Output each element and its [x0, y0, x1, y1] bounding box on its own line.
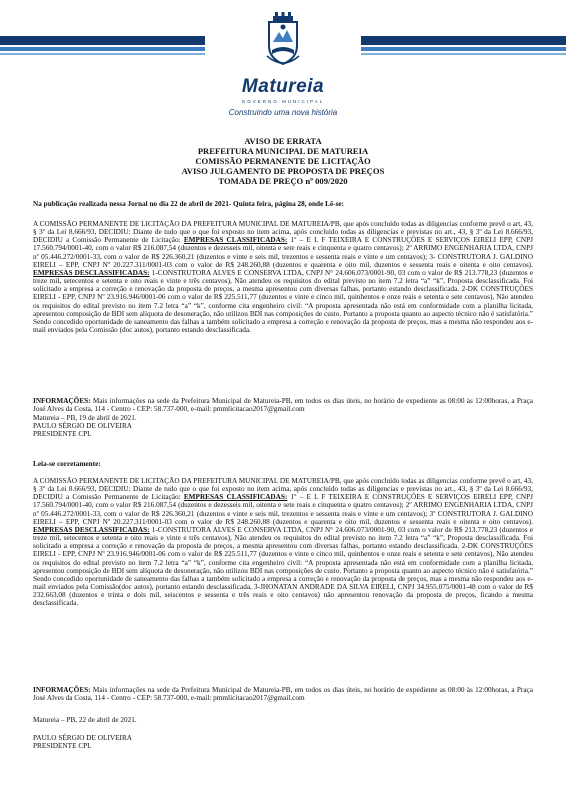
info-label: INFORMAÇÕES: [33, 397, 91, 405]
signer-name: PAULO SÉRGIO DE OLIVEIRA [33, 422, 133, 431]
signature-date: Matureia – PB, 19 de abril de 2021. [33, 414, 137, 422]
signature-block [33, 734, 533, 750]
paragraph-intro: A COMISSÃO PERMANENTE DE LICITAÇÃO DA PREFEITURA MUNICIPAL DE MATUREIA/PB, que após concluído todas as diligencias conforme prevê o art, 43, § 3º da Lei 8.666/93, DECIDIU: Diante de tudo que o que foi exposto no item acima, após concluido todas as diligencias e previstas no art., 43, § 3º da Lei 8.666/93, DECIDIU a Comissão Permanente de Licitação: [33, 477, 533, 502]
classified-label: EMPRESAS CLASSIFICADAS: [183, 236, 288, 245]
brand-subtitle: GOVERNO MUNICIPAL [241, 99, 325, 104]
disqualified-text: 1-CONSTRUTORA ALVES E CONSERVA LTDA, CNPJ N° 24.606.073/0001-90, 03 com o valor de R$ 213.778,23 (duzentos e treze mil, setecentos e setenta e oito reais e vinte e três centavos), Não atendeu os requisitos do edital previsto no item 7.2 letra “a” “k”, Proposta desclassificada. Foi solicitado a empresa a correção e renovação da proposta de preços, a mesma apresentou com diversas falhas, portanto estando desclassificada. 2-DK CONSTRUÇÕES EIRELI - EPP, CNPJ Nº 23.916.946/0001-06 com o valor de R$ 225.511,77 (duzentos e vinte e cinco mil, quinhentos e onze reais e setenta e sete centavos), Não atendeu os requisitos do edital previsto no item 7.2 letra “a” “k”, conforme cita engenheiro civil: “A proposta apresentada não está em conformidade com a planilha licitada, apresentou composição de BDI sem alíquota de desoneração, não utilizou BDI nas composições de custo. Portanto a proposta quanto ao aspecto técnico não é satisfatória.” Sendo concedido oportunidade de saneamento das falhas a também solicitado a empresa a correção e renovação da proposta de preços, mas a mesma não respondeu aos e-mail enviados pela Comissão(doc autos), portanto estando desclassificada, 3-JHONATAN ANDRADE DA SILVA EIRELI, CNPJ 34.955.075/0001-48 com o valor de R$ 232.663,08 (duzentos e trinta e dois mil, seiscentos e sessenta e três reais e oito centavos) não apresentou renovação da proposta de preços, ficando a mesma desclassificada. [33, 525, 533, 608]
classified-text: 1º – E L F TEIXEIRA E CONSTRUÇÕES E SERVIÇOS EIRELI EPP, CNPJ 17.560.794/0001-40, com o valor R$ 216.087,54 (duzentos e dezesseis mil, oitenta e sete reais e cinquenta e quatro centavos); 2º ARRIMO ENGENHARIA LTDA, CNPJ nº 05.446.272/0001-33, com o valor de R$ 226.360,21 (duzentos e vinte e seis mil, trezentos e sessenta reais e vinte e um centavos); 3- CONSTRUTORA J. GALDINO EIRELI – EPP, CNPJ Nº 20.227.311/0001-03 com o valor de R$ 248.260,88 (duzentos e quarenta e oito mil, duzentos e sessenta reais e oitenta e oito centavos). [33, 236, 533, 269]
info-text: Mais informações na sede da Prefeitura Municipal de Matureia-PB, em todos os dias úteis, no horário de expediente as 08:00 às 12:00horas, a Praça José Alves da Costa, 114 - Centro - CEP: 58.737-000, e-mail: pmmlicitacao2017@gmail.com [33, 397, 533, 414]
info-paragraph [33, 397, 533, 413]
correction-heading: Leia-se corretamente: [33, 460, 101, 468]
disqualified-label: EMPRESAS DESCLASSIFICADAS: [33, 525, 150, 534]
info-label: INFORMAÇÕES: [33, 686, 91, 694]
disqualified-text: 1-CONSTRUTORA ALVES E CONSERVA LTDA, CNPJ N° 24.606.073/0001-90, 03 com o valor de R$ 213.778,23 (duzentos e treze mil, setecentos e setenta e oito reais e vinte e três centavos), Não atendeu os requisitos do edital previsto no item 7.2 letra “a” “k”, Proposta desclassificada. Foi solicitado a empresa a correção e renovação da proposta de preços, a mesma apresentou com diversas falhas, portanto estando desclassificada. 2-DK CONSTRUÇÕES EIRELI - EPP, CNPJ Nº 23.916.946/0001-06 com o valor de R$ 225.511,77 (duzentos e vinte e cinco mil, quinhentos e onze reais e setenta e sete centavos), Não atendeu os requisitos do edital previsto no item 7.2 letra “a” “k”, conforme cita engenheiro civil: “A proposta apresentada não está em conformidade com a planilha licitada, apresentou composição de BDI sem alíquota de desoneração, não utilizou BDI nas composições de custo. Portanto a proposta quanto ao aspecto técnico não é satisfatória.” Sendo concedido oportunidade de saneamento das falhas a também solicitado a empresa a correção e renovação da proposta de preços, mas a mesma não respondeu aos e-mail enviados pela Comissão (doc autos), portanto estando desclassificada. [33, 268, 533, 335]
title-line: AVISO JULGAMENTO DE PROPOSTA DE PREÇOS [181, 166, 385, 176]
corrected-paragraph [33, 477, 533, 608]
signature-date: Matureia – PB, 22 de abril de 2021. [33, 716, 137, 724]
notice-titles [0, 136, 566, 186]
brand-name: Matureia [241, 76, 325, 97]
municipal-logo [205, 4, 361, 116]
title-line: COMISSÃO PERMANENTE DE LICITAÇÃO [195, 156, 371, 166]
slogan: Construindo uma nova história [228, 108, 338, 117]
title-line: PREFEITURA MUNICIPAL DE MATUREIA [197, 146, 369, 156]
classified-label: EMPRESAS CLASSIFICADAS: [183, 493, 288, 502]
info-text: Mais informações na sede da Prefeitura Municipal de Matureia-PB, em todos os dias úteis, no horário de expediente as 08:00 às 12:00horas, a Praça José Alves da Costa, 114 - Centro - CEP: 58.737-000, e-mail: pmmlicitacao2017@gmail.com [33, 686, 533, 703]
signer-role: PRESIDENTE CPL [33, 430, 92, 439]
disqualified-label: EMPRESAS DESCLASSIFICADAS: [33, 268, 150, 277]
publication-note: Na publicação realizada nessa Jornal no dia 22 de abril de 2021- Quinta feira, página 28, onde Lê-se: [33, 200, 345, 208]
signer-name: PAULO SÉRGIO DE OLIVEIRA [33, 734, 133, 742]
original-paragraph [33, 220, 533, 334]
info-paragraph [33, 686, 533, 702]
signature-block [33, 414, 533, 438]
municipal-crest-icon [265, 12, 301, 72]
paragraph-intro: A COMISSÃO PERMANENTE DE LICITAÇÃO DA PREFEITURA MUNICIPAL DE MATUREIA/PB, que após concluído todas as diligencias conforme prevê o art, 43, § 3º da Lei 8.666/93, DECIDIU: Diante de tudo que o que foi exposto no item acima, após concluido todas as diligencias e previstas no art., 43, § 3º da Lei 8.666/93, DECIDIU a Comissão Permanente de Licitação: [33, 220, 533, 245]
title-line: AVISO DE ERRATA [244, 136, 322, 146]
classified-text: 1º – E L F TEIXEIRA E CONSTRUÇÕES E SERVIÇOS EIRELI EPP, CNPJ 17.560.794/0001-40, com o valor R$ 216.087,54 (duzentos e dezesseis mil, oitenta e sete reais e cinquenta e quatro centavos); 2º ARRIMO ENGENHARIA LTDA, CNPJ nº 05.446.272/0001-33, com o valor de R$ 226.360,21 (duzentos e vinte e seis mil, trezentos e sessenta reais e vinte e um centavos); 3º CONSTRUTORA J. GALDINO EIRELI – EPP, CNPJ Nº 20.227.311/0001-03 com o valor de R$ 248.260,88 (duzentos e quarenta e oito mil, duzentos e sessenta reais e oitenta e oito centavos). [33, 493, 533, 526]
title-line: TOMADA DE PREÇO nº 009/2020 [218, 176, 348, 186]
signer-role: PRESIDENTE CPL [33, 742, 92, 751]
